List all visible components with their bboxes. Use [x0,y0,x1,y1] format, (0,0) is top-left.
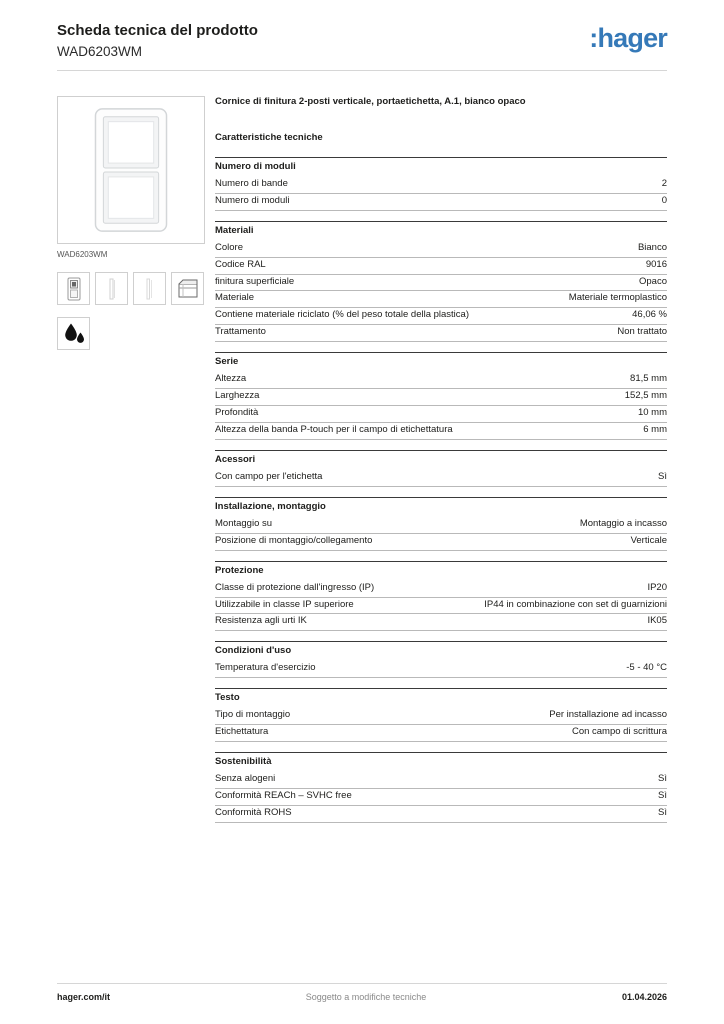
spec-row [215,598,667,615]
water-drops-pictogram [57,317,90,350]
spec-row [215,772,667,789]
section-title: Testo [215,688,667,708]
spec-label: Classe di protezione dall'ingresso (IP) [215,581,375,593]
spec-row [215,177,667,194]
header-divider [57,70,667,71]
spec-section [215,450,667,487]
header-text [57,22,258,59]
spec-label: Posizione di montaggio/collegamento [215,534,373,546]
product-description: Cornice di finitura 2-posti verticale, portaetichetta, A.1, bianco opaco [215,96,526,107]
frame-side-icon-a [99,276,125,302]
spec-label: finitura superficiale [215,275,295,287]
spec-row [215,517,667,534]
spec-label: Colore [215,241,243,253]
section-title: Acessori [215,450,667,470]
spec-row [215,241,667,258]
spec-value: Opaco [639,275,667,287]
spec-sections [215,157,667,823]
spec-section [215,752,667,823]
thumbnail-side-view-a [95,272,128,305]
spec-row [215,725,667,742]
spec-row [215,372,667,389]
spec-row [215,258,667,275]
spec-section [215,641,667,678]
spec-value: 9016 [645,258,667,270]
spec-label: Trattamento [215,326,266,338]
spec-label: Contiene materiale riciclato (% del peso totale della plastica) [215,309,469,321]
spec-row [215,806,667,823]
spec-label: Numero di moduli [215,194,290,206]
spec-label: Materiale [215,292,255,304]
spec-row [215,291,667,308]
section-title: Protezione [215,561,667,581]
footer [57,983,667,1002]
spec-row [215,423,667,440]
spec-label: Larghezza [215,390,260,402]
spec-row [215,789,667,806]
specs-heading: Caratteristiche tecniche [215,131,323,143]
spec-label: Altezza della banda P-touch per il campo di etichettatura [215,423,453,435]
spec-label: Etichettatura [215,726,269,738]
section-title: Numero di moduli [215,157,667,177]
hager-logo: :hager [589,23,667,53]
spec-value: -5 - 40 °C [626,662,667,674]
spec-row [215,275,667,292]
spec-value: Materiale termoplastico [568,292,667,304]
mounting-box-icon [175,276,201,302]
spec-row [215,581,667,598]
spec-label: Numero di bande [215,177,288,189]
spec-label: Senza alogeni [215,773,276,785]
product-image [57,96,205,244]
spec-row [215,406,667,423]
spec-value: Sì [658,807,667,819]
spec-value: 0 [661,194,667,206]
footer-website-link[interactable]: hager.com/it [57,992,111,1002]
spec-row [215,308,667,325]
spec-label: Con campo per l'etichetta [215,470,323,482]
spec-value: 81,5 mm [630,373,667,385]
spec-row [215,470,667,487]
spec-section [215,688,667,742]
spec-row [215,661,667,678]
spec-label: Conformità REACh – SVHC free [215,790,352,802]
spec-label: Montaggio su [215,517,273,529]
frame-side-icon-b [137,276,163,302]
spec-value: 46,06 % [632,309,667,321]
spec-value: Per installazione ad incasso [549,709,667,721]
spec-value: 2 [661,177,667,189]
spec-label: Profondità [215,407,259,419]
frame-front-icon [61,276,87,302]
page-title: Scheda tecnica del prodotto [57,22,258,39]
spec-label: Temperatura d'esercizio [215,662,316,674]
thumbnail-mounting-box [171,272,204,305]
spec-row [215,194,667,211]
content [57,96,667,823]
footer-note: Soggetto a modifiche tecniche [305,992,427,1002]
water-drops-icon [62,322,86,346]
spec-label: Resistenza agli urti IK [215,615,307,627]
spec-value: IP44 in combinazione con set di guarnizioni [484,598,667,610]
spec-label: Altezza [215,373,247,385]
spec-row [215,389,667,406]
spec-value: Con campo di scrittura [571,726,667,738]
spec-section [215,157,667,211]
spec-label: Tipo di montaggio [215,709,291,721]
footer-date: 01.04.2026 [621,992,667,1002]
spec-label: Conformità ROHS [215,807,292,819]
spec-value: Bianco [637,241,667,253]
thumbnail-row [57,272,205,305]
spec-section [215,352,667,440]
specifications-column [215,96,667,823]
header [57,22,667,59]
product-image-caption: WAD6203WM [57,250,108,259]
spec-row [215,325,667,342]
thumbnail-side-view-b [133,272,166,305]
section-title: Condizioni d'uso [215,641,667,661]
spec-value: Sì [658,790,667,802]
spec-value: Non trattato [617,326,667,338]
spec-section [215,561,667,632]
spec-value: Sì [658,470,667,482]
spec-row [215,534,667,551]
section-title: Sostenibilità [215,752,667,772]
spec-label: Utilizzabile in classe IP superiore [215,598,354,610]
spec-value: IP20 [647,581,667,593]
spec-value: Verticale [630,534,667,546]
spec-value: 152,5 mm [624,390,667,402]
spec-section [215,497,667,551]
spec-row [215,708,667,725]
section-title: Serie [215,352,667,372]
spec-value: Montaggio a incasso [579,517,667,529]
spec-value: IK05 [647,615,667,627]
spec-value: 10 mm [637,407,667,419]
product-media-column [57,96,205,823]
spec-label: Codice RAL [215,258,266,270]
section-title: Installazione, montaggio [215,497,667,517]
section-title: Materiali [215,221,667,241]
spec-value: Sì [658,773,667,785]
product-code: WAD6203WM [57,44,143,59]
spec-value: 6 mm [643,423,667,435]
footer-row [57,984,667,1002]
frame-product-drawing [58,96,204,244]
spec-section [215,221,667,343]
spec-row [215,614,667,631]
thumbnail-front-view [57,272,90,305]
